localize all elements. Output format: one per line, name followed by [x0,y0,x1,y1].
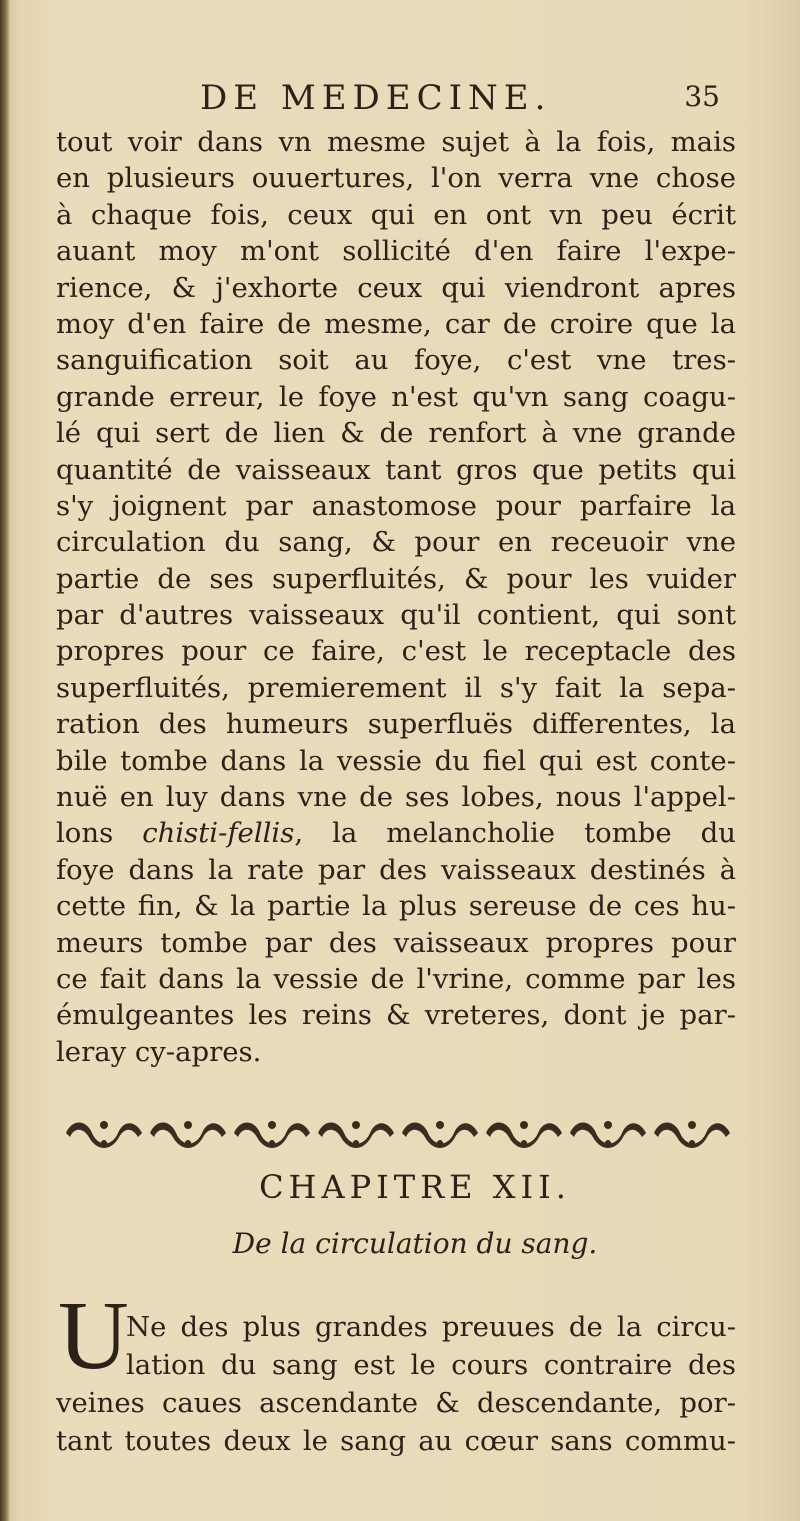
text-line: en plusieurs ouuertures, l'on verra vne chose [56,162,736,195]
page-number: 35 [684,80,720,113]
text-line: superfluités, premierement il s'y fait la sepa- [56,671,736,704]
text-line: par d'autres vaisseaux qu'il contient, qui sont [56,599,736,632]
text-line: à chaque fois, ceux qui en ont vn peu écrit [56,198,736,231]
text-line: rience, & j'exhorte ceux qui viendront apres [56,271,736,304]
ornament-tile [66,1121,142,1148]
main-paragraph [56,124,736,1070]
text-line: cette fin, & la partie la plus sereuse de ces hu- [56,890,736,923]
ornament-tile [486,1121,562,1148]
text-line-with-italic [56,815,736,851]
text-line: veines caues ascendante & descendante, por- [56,1387,736,1419]
latin-term: chisti-fellis [142,817,295,850]
ornament-tile [654,1121,730,1148]
text-line: émulgeantes les reins & vreteres, dont je par- [56,999,736,1032]
text-line: grande erreur, le foye n'est qu'vn sang coagu- [56,380,736,413]
text-line: auant moy m'ont sollicité d'en faire l'expe- [56,235,736,268]
ornament-tile [318,1121,394,1148]
chapter-title: CHAPITRE XII. [259,1168,571,1206]
text-line: ration des humeurs superfluës differentes, la [56,708,736,741]
text-line: sanguification soit au foye, c'est vne tres- [56,344,736,377]
chapter-paragraph [56,1308,736,1460]
text-line: Ne des plus grandes preuues de la circu- [126,1311,736,1343]
text-line: leray cy-apres. [56,1035,262,1068]
text-line: s'y joignent par anastomose pour parfaire la [56,489,736,522]
text-line: ce fait dans la vessie de l'vrine, comme par les [56,962,736,995]
text-line: meurs tombe par des vaisseaux propres pour [56,926,736,959]
drop-cap: U [58,1282,129,1390]
chapter-subtitle: De la circulation du sang. [232,1227,598,1260]
text-line: circulation du sang, & pour en receuoir vne [56,526,736,559]
line-suffix: , la melancholie tombe du [294,817,736,850]
text-line: lation du sang est le cours contraire des [126,1349,736,1381]
text-line: bile tombe dans la vessie du fiel qui est conte- [56,744,736,777]
line-prefix: lons [56,817,143,850]
page-header [200,78,760,122]
running-title: DE MEDECINE. [200,78,552,118]
text-line: propres pour ce faire, c'est le receptacle des [56,635,736,668]
ornament-tile [570,1121,646,1148]
text-line: nuë en luy dans vne de ses lobes, nous l'appel- [56,781,736,814]
ornament-band [62,1115,734,1151]
text-line: moy d'en faire de mesme, car de croire que la [56,307,736,340]
book-gutter [0,0,10,1521]
ornament-tile [402,1121,478,1148]
ornament-tile [150,1121,226,1148]
text-line: tant toutes deux le sang au cœur sans commu- [56,1425,736,1457]
text-line: foye dans la rate par des vaisseaux destinés à [56,853,736,886]
text-line: quantité de vaisseaux tant gros que petits qui [56,453,736,486]
ornament-tile [234,1121,310,1148]
text-line: tout voir dans vn mesme sujet à la fois, mais [56,126,736,158]
text-line: partie de ses superfluités, & pour les vuider [56,562,736,595]
text-line: lé qui sert de lien & de renfort à vne grande [56,417,736,450]
